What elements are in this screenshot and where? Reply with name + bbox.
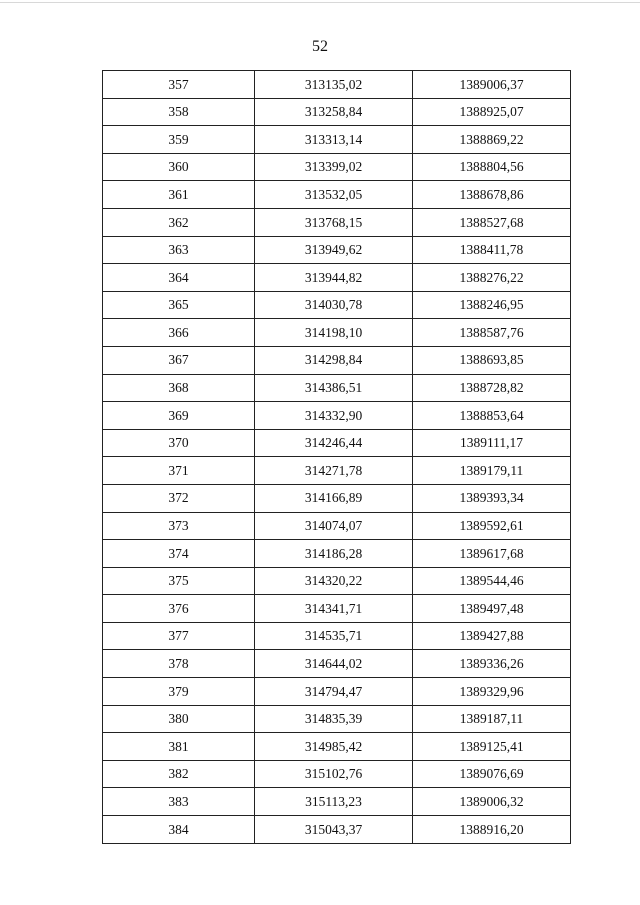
x-coordinate-cell: 314320,22 [255, 567, 413, 595]
point-number-cell: 357 [103, 71, 255, 99]
y-coordinate-cell: 1388728,82 [413, 374, 571, 402]
x-coordinate-cell: 314166,89 [255, 484, 413, 512]
point-number-cell: 363 [103, 236, 255, 264]
y-coordinate-cell: 1388678,86 [413, 181, 571, 209]
table-row [103, 622, 571, 650]
x-coordinate-cell: 313768,15 [255, 208, 413, 236]
y-coordinate-cell: 1389329,96 [413, 678, 571, 706]
y-coordinate-cell: 1389006,32 [413, 788, 571, 816]
page-number: 52 [312, 38, 328, 55]
y-coordinate-cell: 1389111,17 [413, 429, 571, 457]
point-number-cell: 365 [103, 291, 255, 319]
table-row [103, 236, 571, 264]
point-number-cell: 378 [103, 650, 255, 678]
y-coordinate-cell: 1388693,85 [413, 346, 571, 374]
point-number-cell: 370 [103, 429, 255, 457]
y-coordinate-cell: 1388804,56 [413, 153, 571, 181]
x-coordinate-cell: 314074,07 [255, 512, 413, 540]
table-row [103, 540, 571, 568]
x-coordinate-cell: 315043,37 [255, 816, 413, 844]
point-number-cell: 379 [103, 678, 255, 706]
x-coordinate-cell: 314186,28 [255, 540, 413, 568]
x-coordinate-cell: 313399,02 [255, 153, 413, 181]
x-coordinate-cell: 314246,44 [255, 429, 413, 457]
point-number-cell: 380 [103, 705, 255, 733]
x-coordinate-cell: 314271,78 [255, 457, 413, 485]
table-row [103, 705, 571, 733]
point-number-cell: 372 [103, 484, 255, 512]
y-coordinate-cell: 1388587,76 [413, 319, 571, 347]
table-row [103, 733, 571, 761]
x-coordinate-cell: 314535,71 [255, 622, 413, 650]
y-coordinate-cell: 1389179,11 [413, 457, 571, 485]
x-coordinate-cell: 314835,39 [255, 705, 413, 733]
point-number-cell: 360 [103, 153, 255, 181]
table-row [103, 181, 571, 209]
table-row [103, 595, 571, 623]
y-coordinate-cell: 1388916,20 [413, 816, 571, 844]
y-coordinate-cell: 1388527,68 [413, 208, 571, 236]
page-top-edge-line [0, 2, 640, 3]
x-coordinate-cell: 315113,23 [255, 788, 413, 816]
table-row [103, 319, 571, 347]
table-row [103, 346, 571, 374]
y-coordinate-cell: 1388869,22 [413, 126, 571, 154]
table-row [103, 816, 571, 844]
point-number-cell: 373 [103, 512, 255, 540]
table-row [103, 512, 571, 540]
table-row [103, 650, 571, 678]
point-number-cell: 371 [103, 457, 255, 485]
point-number-cell: 374 [103, 540, 255, 568]
x-coordinate-cell: 313944,82 [255, 264, 413, 292]
table-row [103, 457, 571, 485]
table-row [103, 678, 571, 706]
point-number-cell: 367 [103, 346, 255, 374]
point-number-cell: 364 [103, 264, 255, 292]
table-row [103, 429, 571, 457]
x-coordinate-cell: 314985,42 [255, 733, 413, 761]
point-number-cell: 368 [103, 374, 255, 402]
y-coordinate-cell: 1388246,95 [413, 291, 571, 319]
coordinates-table [102, 70, 571, 844]
x-coordinate-cell: 315102,76 [255, 760, 413, 788]
x-coordinate-cell: 314341,71 [255, 595, 413, 623]
x-coordinate-cell: 313135,02 [255, 71, 413, 99]
y-coordinate-cell: 1388411,78 [413, 236, 571, 264]
x-coordinate-cell: 313313,14 [255, 126, 413, 154]
x-coordinate-cell: 314298,84 [255, 346, 413, 374]
table-row [103, 484, 571, 512]
point-number-cell: 383 [103, 788, 255, 816]
table-row [103, 208, 571, 236]
point-number-cell: 381 [103, 733, 255, 761]
x-coordinate-cell: 314644,02 [255, 650, 413, 678]
y-coordinate-cell: 1389617,68 [413, 540, 571, 568]
y-coordinate-cell: 1388276,22 [413, 264, 571, 292]
table-row [103, 71, 571, 99]
point-number-cell: 359 [103, 126, 255, 154]
point-number-cell: 375 [103, 567, 255, 595]
point-number-cell: 358 [103, 98, 255, 126]
point-number-cell: 362 [103, 208, 255, 236]
y-coordinate-cell: 1389592,61 [413, 512, 571, 540]
y-coordinate-cell: 1389336,26 [413, 650, 571, 678]
y-coordinate-cell: 1389427,88 [413, 622, 571, 650]
y-coordinate-cell: 1389187,11 [413, 705, 571, 733]
table-row [103, 567, 571, 595]
x-coordinate-cell: 313258,84 [255, 98, 413, 126]
table-row [103, 760, 571, 788]
x-coordinate-cell: 314332,90 [255, 402, 413, 430]
coordinates-table-body [103, 71, 571, 844]
point-number-cell: 366 [103, 319, 255, 347]
y-coordinate-cell: 1389125,41 [413, 733, 571, 761]
point-number-cell: 361 [103, 181, 255, 209]
y-coordinate-cell: 1388925,07 [413, 98, 571, 126]
table-row [103, 98, 571, 126]
table-row [103, 402, 571, 430]
table-row [103, 374, 571, 402]
point-number-cell: 384 [103, 816, 255, 844]
x-coordinate-cell: 314794,47 [255, 678, 413, 706]
point-number-cell: 369 [103, 402, 255, 430]
y-coordinate-cell: 1388853,64 [413, 402, 571, 430]
y-coordinate-cell: 1389393,34 [413, 484, 571, 512]
table-row [103, 264, 571, 292]
x-coordinate-cell: 313949,62 [255, 236, 413, 264]
y-coordinate-cell: 1389006,37 [413, 71, 571, 99]
point-number-cell: 382 [103, 760, 255, 788]
point-number-cell: 377 [103, 622, 255, 650]
table-row [103, 788, 571, 816]
table-row [103, 291, 571, 319]
y-coordinate-cell: 1389497,48 [413, 595, 571, 623]
table-row [103, 153, 571, 181]
table-row [103, 126, 571, 154]
x-coordinate-cell: 314386,51 [255, 374, 413, 402]
x-coordinate-cell: 314030,78 [255, 291, 413, 319]
y-coordinate-cell: 1389544,46 [413, 567, 571, 595]
x-coordinate-cell: 314198,10 [255, 319, 413, 347]
x-coordinate-cell: 313532,05 [255, 181, 413, 209]
y-coordinate-cell: 1389076,69 [413, 760, 571, 788]
point-number-cell: 376 [103, 595, 255, 623]
